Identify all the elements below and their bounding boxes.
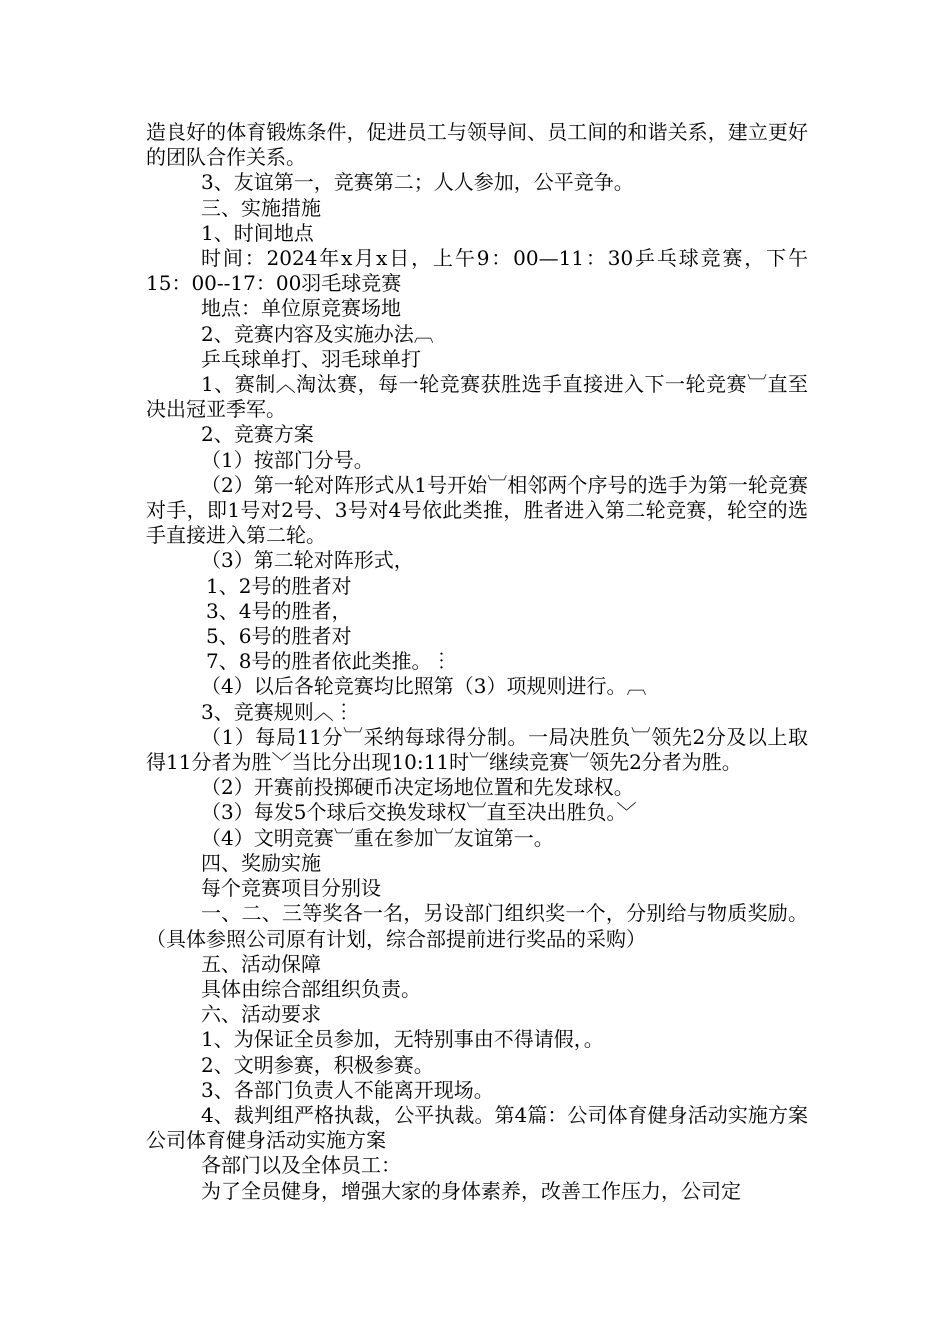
paragraph-awards: 一、二、三等奖各一名，另设部门组织奖一个，分别给与物质奖励。（具体参照公司原有计划，综合部提前进行奖品的采购） bbox=[146, 901, 808, 951]
paragraph-events: 乒乓球单打、羽毛球单打 bbox=[201, 346, 421, 371]
requirement-item-4: 4、裁判组严格执裁，公平执裁。第4篇：公司体育健身活动实施方案公司体育健身活动实施方案 bbox=[146, 1102, 808, 1153]
plan-item-1: （1）按部门分号。 bbox=[201, 447, 374, 472]
subheading-rules: 3、竞赛规则︿︙ bbox=[201, 699, 354, 724]
rule-item-4: （4）文明竞赛︺重在参加︺友谊第一。 bbox=[201, 825, 554, 850]
requirement-item-2: 2、文明参赛，积极参赛。 bbox=[201, 1052, 434, 1077]
section-heading-3: 三、实施措施 bbox=[201, 195, 321, 220]
requirement-item-1: 1、为保证全员参加，无特别事由不得请假，。 bbox=[201, 1027, 604, 1052]
pairing-line-2: 3、4号的胜者， bbox=[206, 598, 352, 623]
rule-item-2: （2）开赛前投掷硬币决定场地位置和先发球权。 bbox=[201, 775, 634, 800]
pairing-line-3: 5、6号的胜者对 bbox=[206, 624, 352, 649]
paragraph-location: 地点：单位原竞赛场地 bbox=[201, 296, 401, 321]
paragraph-1: 3、友谊第一，竞赛第二；人人参加，公平竞争。 bbox=[201, 170, 634, 195]
section-heading-6: 六、活动要求 bbox=[201, 1002, 321, 1027]
document-body bbox=[146, 120, 808, 1204]
paragraph-time: 时间：2024年x月x日，上午9：00—11：30乒乓球竞赛，下午15：00--17：00羽毛球竞赛 bbox=[146, 246, 808, 296]
plan-item-4: （4）以后各轮竞赛均比照第（3）项规则进行。︹ bbox=[201, 674, 647, 699]
subheading-content: 2、竞赛内容及实施办法︹ bbox=[201, 321, 434, 346]
plan-item-2: （2）第一轮对阵形式从1号开始︺相邻两个序号的选手为第一轮竞赛对手，即1号对2号、3号对4号依此类推，胜者进入第二轮竞赛，轮空的选手直接进入第二轮。 bbox=[146, 472, 808, 548]
pairing-line-1: 1、2号的胜者对 bbox=[206, 573, 352, 598]
paragraph-format: 1、赛制︿淘汰赛，每一轮竞赛获胜选手直接进入下一轮竞赛︺直至决出冠亚季军。 bbox=[146, 372, 808, 422]
rule-item-3: （3）每发5个球后交换发球权︺直至决出胜负。﹀ bbox=[201, 800, 637, 825]
section-heading-4: 四、奖励实施 bbox=[201, 850, 321, 875]
paragraph-support: 具体由综合部组织负责。 bbox=[201, 976, 421, 1001]
pairing-line-4: 7、8号的胜者依此类推。︙ bbox=[206, 649, 452, 674]
subheading-time-location: 1、时间地点 bbox=[201, 220, 314, 245]
paragraph-awards-intro: 每个竞赛项目分别设 bbox=[201, 876, 381, 901]
rule-item-1: （1）每局11分︺采纳每球得分制。一局决胜负︺领先2分及以上取得11分者为胜﹀当比分出现10:11时︺继续竞赛︺领先2分者为胜。 bbox=[146, 724, 808, 775]
paragraph-salutation: 各部门以及全体员工： bbox=[201, 1153, 401, 1178]
plan-item-3: （3）第二轮对阵形式， bbox=[201, 548, 414, 573]
section-heading-5: 五、活动保障 bbox=[201, 951, 321, 976]
subheading-plan: 2、竞赛方案 bbox=[201, 422, 314, 447]
requirement-item-3: 3、各部门负责人不能离开现场。 bbox=[201, 1077, 494, 1102]
paragraph-intro: 为了全员健身，增强大家的身体素养，改善工作压力，公司定 bbox=[201, 1178, 741, 1203]
paragraph-0: 造良好的体育锻炼条件，促进员工与领导间、员工间的和谐关系，建立更好的团队合作关系。 bbox=[146, 120, 808, 170]
